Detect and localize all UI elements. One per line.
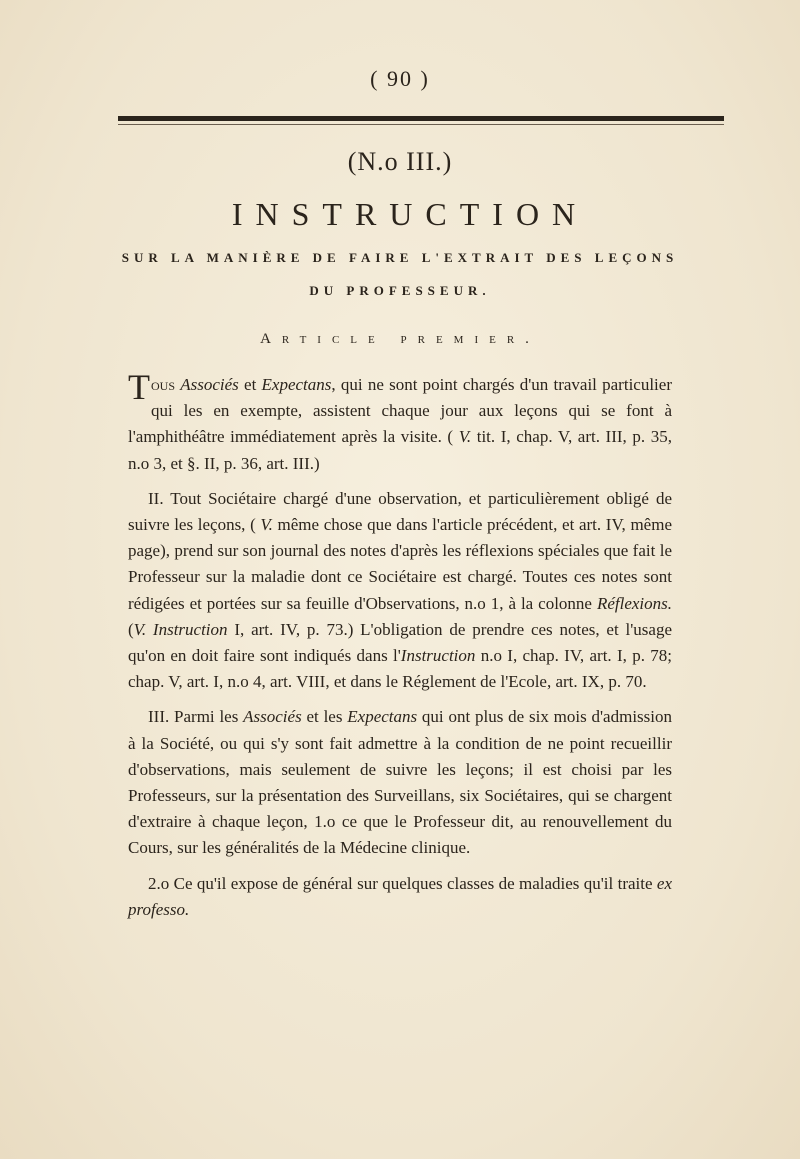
number-heading: (N.o III.) <box>347 147 453 176</box>
paragraph-3: III. Parmi les Associés et les Expectans qui ont plus de six mois d'admission à la Société, ou qui s'y sont fait admettre à la condition de ne point recueillir d'observations, mais seulement de suivre les leçons; il est choisi par les Professeurs, sur la présentation des Surveillans, six Sociétaires, qui se chargent d'extraire à chaque leçon, 1.o ce que le Professeur dit, au renouvellement du Cours, sur les généralités de la Médecine clinique. <box>128 707 672 858</box>
paragraph-4: 2.o Ce qu'il expose de général sur quelques classes de maladies qu'il traite ex professo. <box>128 873 672 919</box>
drop-cap: T <box>128 367 150 407</box>
subtitle-line-1: SUR LA MANIÈRE DE FAIRE L'EXTRAIT DES LEÇONS <box>121 250 679 265</box>
body-text <box>128 367 672 932</box>
paragraph-2: II. Tout Sociétaire chargé d'une observation, et particulièrement obligé de suivre les leçons, ( V. même chose que dans l'article précédent, et art. IV, même page), prend sur son journal des notes d'après les réflexions spéciales que fait le Professeur sur la maladie dont ce Sociétaire est chargé. Toutes ces notes sont rédigées et portées sur sa feuille d'Observations, n.o 1, à la colonne Réflexions. (V. Instruction I, art. IV, p. 73.) L'obligation de prendre ces notes, et l'usage qu'on en doit faire sont indiqués dans l'Instruction n.o I, chap. IV, art. I, p. 78; chap. V, art. I, n.o 4, art. VIII, et dans le Réglement de l'Ecole, art. IX, p. 70. <box>128 488 672 692</box>
subtitle-line-2: DU PROFESSEUR. <box>309 283 491 298</box>
paragraph-1: Tous Associés et Expectans, qui ne sont point chargés d'un travail particulier qui les en exempte, assistent chaque jour aux leçons qui se font à l'amphithéâtre immédiatement après la visite. ( V. tit. I, chap. V, art. III, p. 35, n.o 3, et §. II, p. 36, art. III.) <box>128 367 672 473</box>
header-rule-thin <box>118 124 724 125</box>
document-title: INSTRUCTION <box>231 196 589 232</box>
page-number: ( 90 ) <box>370 66 430 91</box>
article-heading: Article premier. <box>260 331 540 347</box>
header-rule <box>118 116 724 121</box>
